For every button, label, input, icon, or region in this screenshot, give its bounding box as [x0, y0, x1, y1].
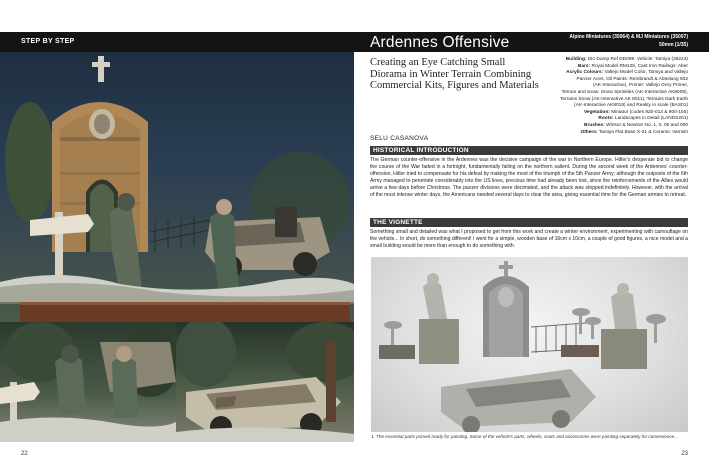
spec-line: Building: Dio Dump Ref DD089. Vehicle: Tamiya (35224) [565, 57, 688, 62]
kit-credit-line: Alpine Miniatures (35064) & MJ Miniatures (35007) [569, 34, 688, 40]
section-label: STEP BY STEP [21, 38, 75, 45]
kit-credit [518, 34, 688, 49]
spec-line: Acrylic Colours: Vallejo Model Color, Tamiya and Vallejo [566, 70, 688, 76]
author-name: SELU CASANOVA [370, 135, 429, 142]
spec-line: Panzer Aces, Oil Paints: Rembrandt & Abteilung 502 [576, 76, 688, 82]
diorama-main-photo [0, 52, 354, 322]
spec-line: Roots: Landscapes in Detail (LANDS201) [598, 116, 688, 122]
article-subtitle: Creating an Eye Catching Small Diorama in Winter Terrain Combining Commercial Kits, Figures and Materials [370, 57, 539, 91]
page-number-left: 22 [21, 451, 28, 457]
soldiers-detail-photo [0, 322, 176, 442]
photo-caption: 1. The essential parts primed ready for painting. Some of the vehicle's parts, wheels, seats and accessories were painting separately for convenience... [371, 434, 679, 439]
primed-parts-photo [371, 257, 688, 432]
historical-body-text: The German counter-offensive in the Ardennes was the decisive campaign of the war in Northern Europe. Hitler's desperate bid to change the course of the War faded in a fortnight, fundamentally failing on the northern salient. During the second week of the Ardennes' counter-offensive, Hitler tried to compensate for his defeat by making the most of the triumph of the 5th Panzer Army; although the outposts of the 6th Army managed to penetrate considerably into the US lines, precious time had already been lost, since the reinforcements of the Allies would arrive a few days before Christmas. The panzer divisions were decimated, and the attack was stopped indefinitely. However, with the arrival of the most intense winter days, the Americans needed several days to clear the area, giving essential time for the German armies to retreat. [370, 157, 688, 199]
article-title: Ardennes Offensive [370, 34, 510, 51]
spec-line: (AK-Interactive), Primer: Vallejo Grey Primer, [592, 83, 688, 89]
vehicle-detail-photo [176, 322, 354, 442]
vignette-body-text: Something small and detailed was what I proposed to get from this work and create a winter environment, experimenting with camouflage on the vehicle... In short, do something different! I went for a simple, wooden base of 16cm x 10cm, a couple of good figures, a nice model and a small building would be more than enough to do something with. [370, 229, 688, 250]
spec-line: Brushes: Winsor & Newton No. 1, 0, 00 and 000 [584, 122, 688, 128]
spec-line: Others: Tamiya Flat Base X-21 & Ceramic Varnish [580, 129, 688, 135]
spec-line: Terrain and snow: Snow Sprinkles (AK-Interactive AK8009), [561, 89, 688, 95]
page-number-right: 23 [681, 451, 688, 457]
spec-line: Terrains Snow (AK-Interactive AK 8011), Terrains Dark Earth [559, 96, 688, 102]
section-heading-vignette: THE VIGNETTE [370, 218, 688, 227]
materials-specs [523, 57, 688, 136]
section-heading-historical: HISTORICAL INTRODUCTION [370, 146, 688, 155]
spec-line: (AK-Interactive AK8018) and Reality in scale (BAS01) [574, 103, 688, 109]
spec-line: Bars: Royal Model RM126, Cast Iron Railings: Aber [577, 63, 688, 69]
kit-credit-line: 50mm (1/35) [659, 41, 688, 48]
spec-line: Vegetation: Miniatur (codes 920-013 & 900-155) [584, 109, 688, 115]
